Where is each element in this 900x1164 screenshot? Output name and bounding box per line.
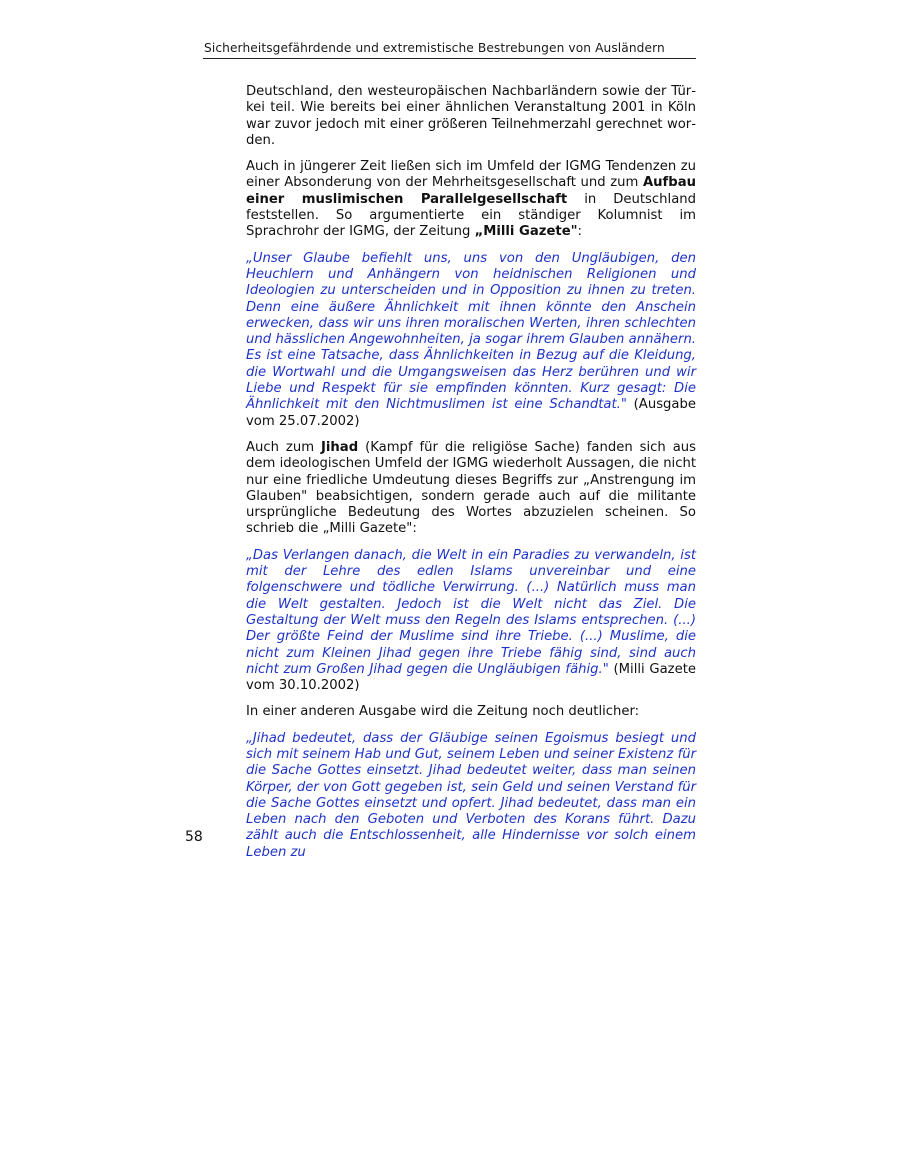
paragraph-3 <box>246 440 696 538</box>
quote-1-text: „Unser Glaube befiehlt uns, uns von den Ungläubigen, den Heuchlern und Anhängern von heidnischen Religionen und Ideologien zu unterscheiden und in Opposition zu ihnen zu treten. Denn eine äußere Ähnlichkeit mit ihnen könnte den Anschein erwecken, dass wir uns ihren moralischen Werten, ihren schlechten und hässlichen Angewohnheiten, ja sogar ihrem Glauben annähern. Es ist eine Tatsache, dass Ähnlichkeiten in Bezug auf die Kleidung, die Wortwahl und die Umgangsweisen das Herz berühren und wir Liebe und Respekt für sie empfinden könnten. Kurz gesagt: Die Ähnlichkeit mit den Nichtmuslimen ist eine Schandtat." <box>246 250 696 413</box>
header-rule <box>203 58 696 59</box>
quote-3-text: „Jihad bedeutet, dass der Gläubige seinen Egoismus besiegt und sich mit seinem Hab und Gut, seinem Leben und seiner Existenz für die Sache Gottes einsetzt. Jihad bedeutet weiter, dass man seinen Körper, der von Gott gegeben ist, sein Geld und seinen Verstand für die Sache Gottes einsetzt und opfert. Jihad bedeutet, dass man ein Leben nach den Geboten und Verboten des Korans führt. Dazu zählt auch die Entschlossenheit, alle Hindernisse vor solch einem Leben zu <box>246 730 696 860</box>
paragraph-1: Deutschland, den westeuropäischen Nachbarländern sowie der Türkei teil. Wie bereits bei einer ähnlichen Veranstaltung 2001 in Köln war zuvor jedoch mit einer größeren Teilnehmerzahl gerechnet worden. <box>246 84 696 148</box>
paragraph-2-text-a: Auch in jüngerer Zeit ließen sich im Umfeld der IGMG Tendenzen zu einer Absonderung von der Mehrheitsgesellschaft und zum <box>246 159 696 191</box>
page-body <box>246 84 696 871</box>
quote-2 <box>246 548 696 695</box>
bold-parallelgesellschaft: Aufbau einer muslimischen Parallelgesellschaft <box>246 175 696 207</box>
paragraph-3-text-b: (Kampf für die religiöse Sache) fanden sich aus dem ideologischen Umfeld der IGMG wiederholt Aussagen, die nicht nur eine friedliche Umdeutung dieses Begriffs zur „Anstrengung im Glauben" beabsichtigen, sondern gerade auch auf die militante ursprüngliche Bedeutung des Wortes abzuzielen scheinen. So schrieb die „Milli Gazete": <box>246 439 697 537</box>
quote-3 <box>246 731 696 861</box>
bold-milli-gazete: „Milli Gazete" <box>474 224 578 240</box>
quote-1 <box>246 251 696 430</box>
running-header: Sicherheitsgefährdende und extremistische Bestrebungen von Ausländern <box>204 41 665 55</box>
paragraph-4: In einer anderen Ausgabe wird die Zeitung noch deutlicher: <box>246 704 640 720</box>
quote-1-source: (Ausgabe vom 25.07.2002) <box>246 397 696 429</box>
paragraph-2-text-b: in Deutschland feststellen. So argumentierte ein ständiger Kolumnist im Sprachrohr der IGMG, der Zeitung <box>246 191 697 240</box>
page-number: 58 <box>185 829 203 845</box>
quote-2-text: „Das Verlangen danach, die Welt in ein Paradies zu verwandeln, ist mit der Lehre des edlen Islams unvereinbar und eine folgenschwere und tödliche Verwirrung. (...) Natürlich muss man die Welt gestalten. Jedoch ist die Welt nicht das Ziel. Die Gestaltung der Welt muss den Regeln des Islams entsprechen. (...) Der größte Feind der Muslime sind ihre Triebe. (...) Muslime, die nicht zum Kleinen Jihad gegen ihre Triebe fähig sind, sind auch nicht zum Großen Jihad gegen die Ungläubigen fähig." <box>246 547 696 677</box>
bold-jihad: Jihad <box>320 439 359 455</box>
quote-2-source: (Milli Gazete vom 30.10.2002) <box>246 661 696 694</box>
paragraph-2-end: : <box>577 224 582 240</box>
paragraph-3-text-a: Auch zum <box>246 439 321 455</box>
paragraph-2 <box>246 159 696 240</box>
